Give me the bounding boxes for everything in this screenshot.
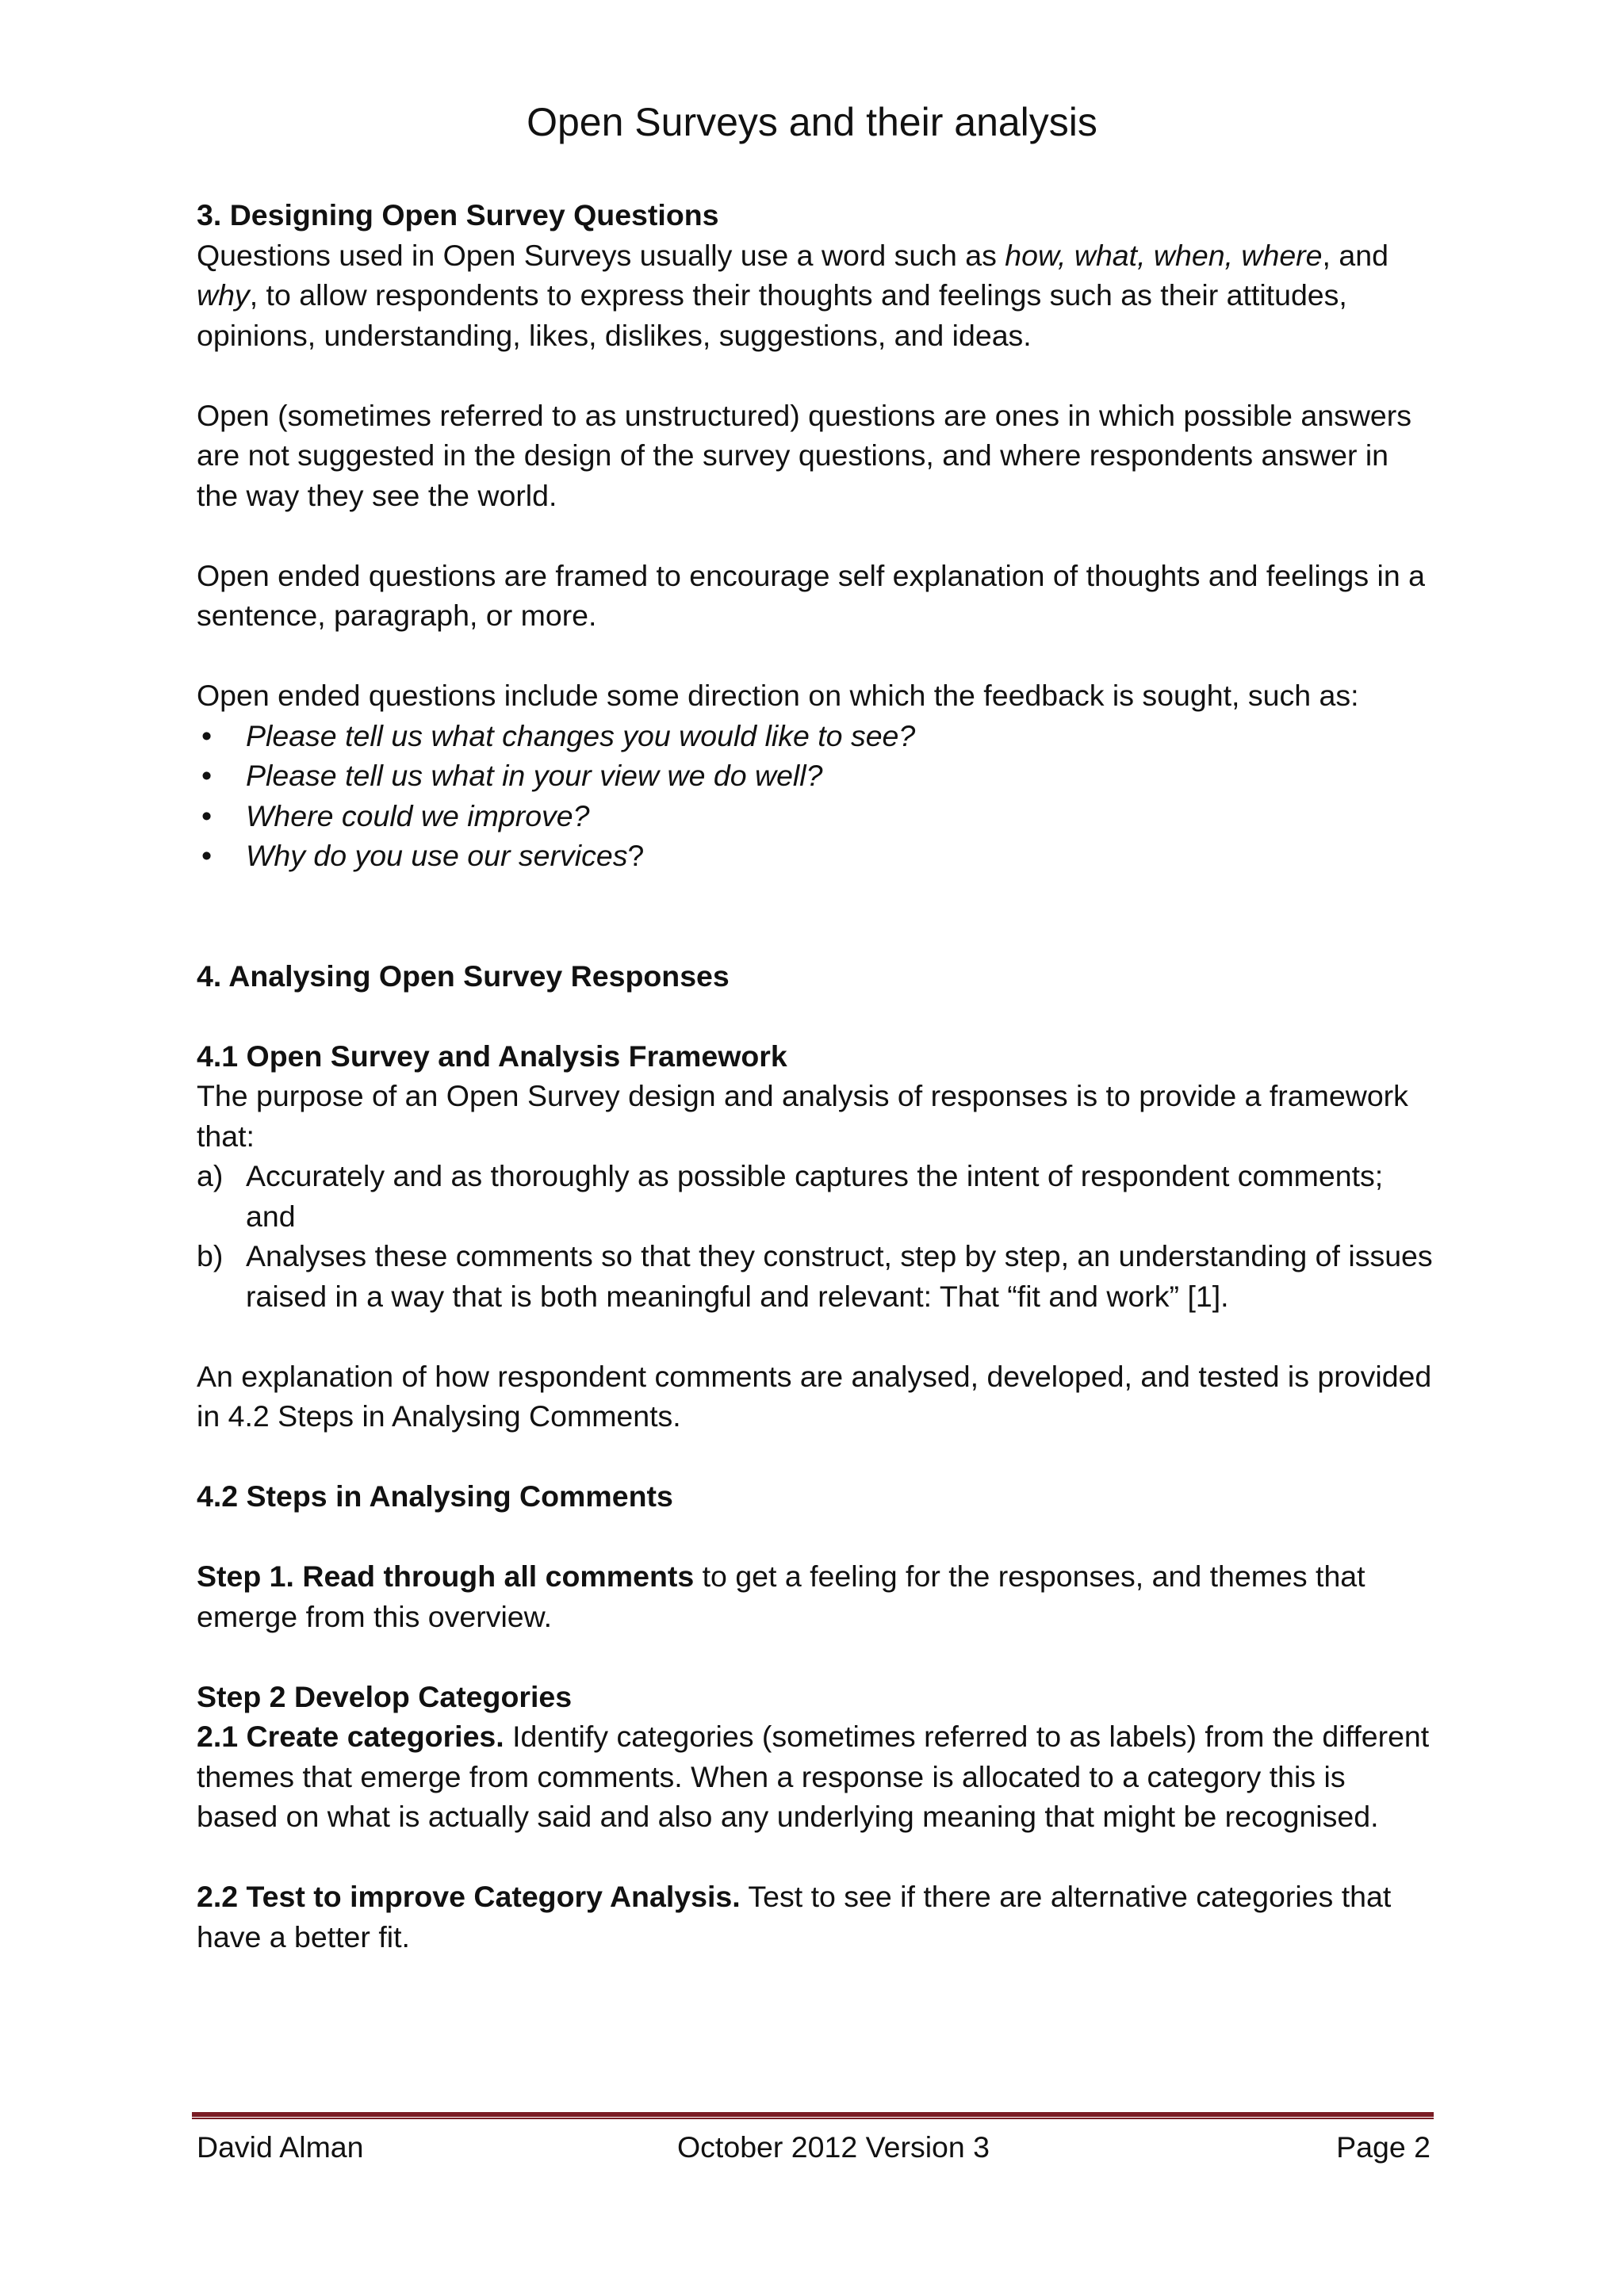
step-1-paragraph [197, 1556, 1434, 1636]
page-title: Open Surveys and their analysis [527, 100, 1097, 144]
section-4-1-explanation: An explanation of how respondent comments are analysed, developed, and tested is provided in 4.2 Steps in Analysing Comments. [197, 1359, 1432, 1433]
text-run: , to allow respondents to express their thoughts and feelings such as their attitudes, opinions, understanding, likes, dislikes, suggestions, and ideas. [197, 278, 1347, 352]
section-3-paragraph-4: Open ended questions include some direction on which the feedback is sought, such as: [197, 679, 1359, 712]
section-4-heading: 4. Analysing Open Survey Responses [197, 959, 730, 993]
step-1-label: Step 1. Read through all comments [197, 1559, 695, 1593]
bullet-text: Please tell us what in your view we do well? [246, 759, 823, 792]
bullet-item [197, 756, 1434, 796]
italic-question-words: how, what, when, where [1005, 238, 1323, 272]
list-item [197, 1236, 1434, 1316]
step-2-2-paragraph [197, 1877, 1434, 1957]
bullet-item [197, 796, 1434, 836]
bullet-text: Please tell us what changes you would like to see? [246, 718, 916, 752]
bullet-item [197, 716, 1434, 756]
step-2-2-label: 2.2 Test to improve Category Analysis. [197, 1880, 741, 1913]
bullet-text-wrapper [246, 836, 1434, 876]
list-item-text: Accurately and as thoroughly as possible captures the intent of respondent comments; and [246, 1159, 1384, 1233]
section-4-2-heading: 4.2 Steps in Analysing Comments [197, 1479, 673, 1513]
list-marker: b) [197, 1239, 224, 1272]
page-footer [197, 2126, 1431, 2168]
list-item [197, 1156, 1434, 1236]
italic-question-word-why: why [197, 278, 250, 312]
bullet-icon: • [201, 759, 213, 792]
section-4-1-heading: 4.1 Open Survey and Analysis Framework [197, 1039, 787, 1073]
bullet-item [197, 836, 1434, 876]
step-2-heading: Step 2 Develop Categories [197, 1679, 573, 1713]
step-2-1-text: Identify categories (sometimes referred to as labels) from the different themes that emerge from comments. When a response is allocated to a category this is based on what is actually said and also any underlying meaning that might be recognised. [197, 1720, 1430, 1833]
text-run: , and [1322, 238, 1388, 272]
section-4-1-intro: The purpose of an Open Survey design and analysis of responses is to provide a framework that: [197, 1079, 1408, 1153]
bullet-text: Where could we improve? [246, 798, 590, 832]
bullet-icon: • [201, 839, 213, 872]
bullet-icon: • [201, 718, 213, 752]
section-3-paragraph-3: Open ended questions are framed to encourage self explanation of thoughts and feelings in a sentence, paragraph, or more. [197, 558, 1425, 632]
footer-divider [192, 2112, 1434, 2119]
section-3-paragraph-2: Open (sometimes referred to as unstructured) questions are ones in which possible answers are not suggested in the design of the survey questions, and where respondents answer in the way they see the world. [197, 398, 1411, 512]
document-body [197, 195, 1434, 1957]
section-3-paragraph-1 [197, 235, 1434, 356]
list-item-text: Analyses these comments so that they construct, step by step, an understanding of issues raised in a way that is both meaningful and relevant: That “fit and work” [1]. [246, 1239, 1433, 1313]
step-2-2-text: Test to see if there are alternative categories that have a better fit. [197, 1880, 1392, 1954]
bullet-suffix: ? [627, 839, 645, 872]
step-2-1-paragraph [197, 1716, 1434, 1837]
footer-page-number: Page 2 [1336, 2130, 1431, 2164]
bullet-text: Why do you use our services [246, 839, 628, 872]
bullet-icon: • [201, 798, 213, 832]
footer-author: David Alman [197, 2130, 364, 2164]
step-2-1-label: 2.1 Create categories. [197, 1720, 504, 1753]
text-run: Questions used in Open Surveys usually use a word such as [197, 238, 1005, 272]
section-3-heading: 3. Designing Open Survey Questions [197, 198, 719, 232]
step-1-text: to get a feeling for the responses, and themes that emerge from this overview. [197, 1559, 1365, 1633]
list-marker: a) [197, 1159, 224, 1192]
footer-date-version: October 2012 Version 3 [677, 2130, 990, 2164]
